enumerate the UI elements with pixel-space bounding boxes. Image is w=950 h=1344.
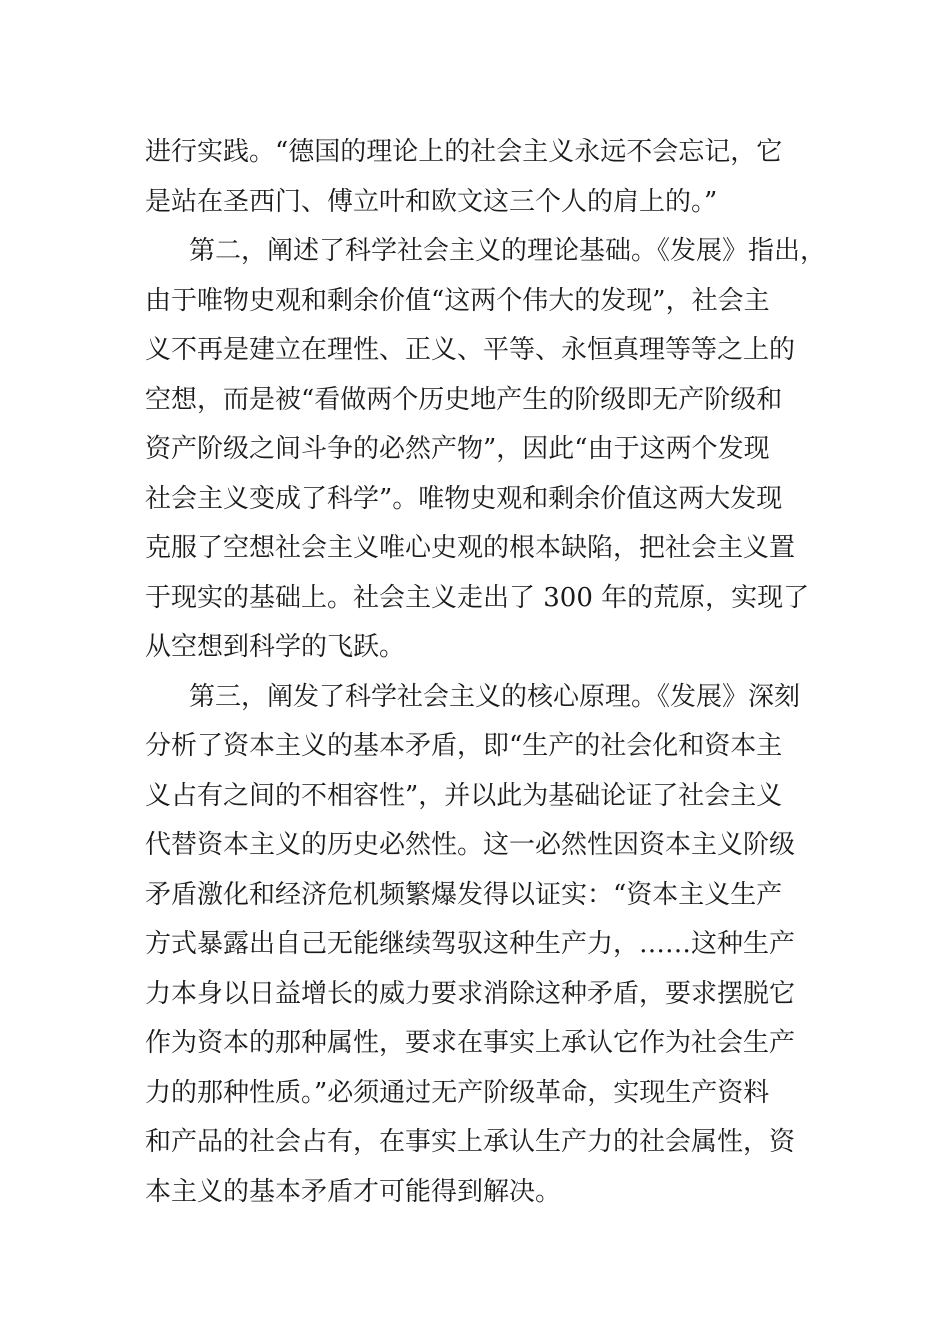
- text-line: 由于唯物史观和剩余价值“这两个伟大的发现”，社会主: [145, 285, 770, 316]
- text-line: 力本身以日益增长的威力要求消除这种矛盾，要求摆脱它: [145, 978, 796, 1009]
- text-line: 社会主义变成了科学”。唯物史观和剩余价值这两大发现: [145, 483, 783, 514]
- text-line: 作为资本的那种属性，要求在事实上承认它作为社会生产: [145, 1028, 796, 1058]
- text-line: 义占有之间的不相容性”，并以此为基础论证了社会主义: [145, 780, 783, 811]
- text-line: 资产阶级之间斗争的必然产物”，因此“由于这两个发现: [145, 434, 770, 464]
- text-line: 力的那种性质。”必须通过无产阶级革命，实现生产资料: [145, 1077, 770, 1108]
- text-line: 克服了空想社会主义唯心史观的根本缺陷，把社会主义置: [145, 533, 796, 563]
- document-body: [145, 128, 825, 1217]
- text-line: 分析了资本主义的基本矛盾，即“生产的社会化和资本主: [145, 731, 783, 761]
- text-line: 进行实践。“德国的理论上的社会主义永远不会忘记，它: [145, 137, 783, 167]
- text-line: 和产品的社会占有，在事实上承认生产力的社会属性，资: [145, 1127, 796, 1157]
- text-line: 代替资本主义的历史必然性。这一必然性因资本主义阶级: [145, 830, 796, 860]
- text-line: 空想，而是被“看做两个历史地产生的阶级即无产阶级和: [145, 384, 783, 415]
- paragraph-start-line: 第二，阐述了科学社会主义的理论基础。《发展》指出，: [189, 236, 827, 266]
- text-line: 方式暴露出自己无能继续驾驭这种生产力，……这种生产: [145, 929, 796, 959]
- text-line: 义不再是建立在理性、正义、平等、永恒真理等等之上的: [145, 335, 796, 365]
- text-line: 于现实的基础上。社会主义走出了 300 年的荒原，实现了: [145, 582, 810, 613]
- text-line: 是站在圣西门、傅立叶和欧文这三个人的肩上的。”: [145, 186, 718, 217]
- paragraph-start-line: 第三，阐发了科学社会主义的核心原理。《发展》深刻: [189, 681, 801, 712]
- text-line: 矛盾激化和经济危机频繁爆发得以证实：“资本主义生产: [145, 879, 783, 910]
- text-line: 从空想到科学的飞跃。: [145, 632, 406, 662]
- text-line: 本主义的基本矛盾才可能得到解决。: [145, 1176, 562, 1207]
